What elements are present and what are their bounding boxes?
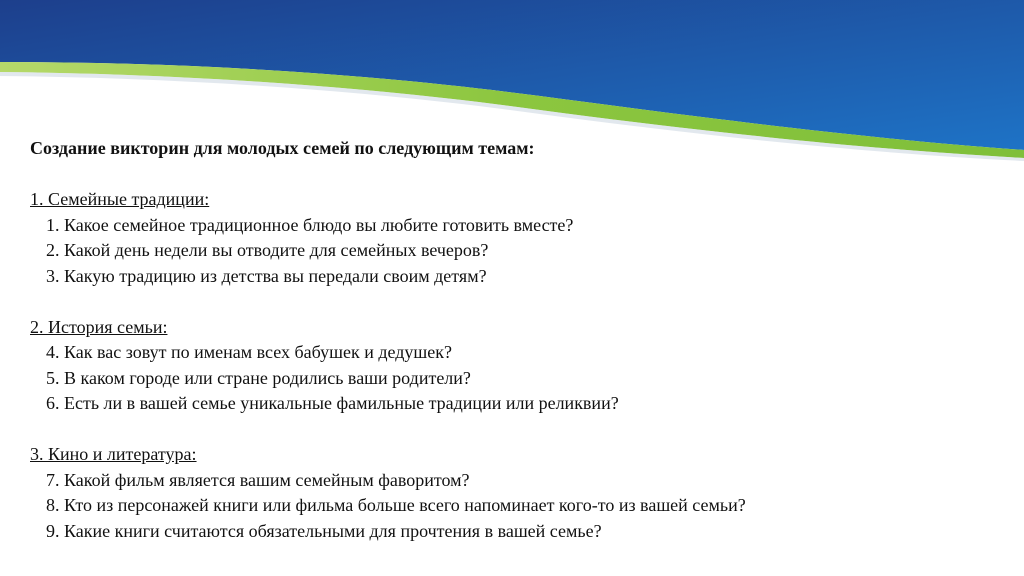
list-item: 9. Какие книги считаются обязательными для прочтения в вашей семье? bbox=[46, 520, 602, 541]
section-title-traditions: 1. Семейные традиции: bbox=[30, 189, 210, 209]
list-item: 5. В каком городе или стране родились ваши родители? bbox=[46, 367, 471, 388]
slide-content bbox=[30, 136, 1010, 544]
section-title-movies-literature: 3. Кино и литература: bbox=[30, 444, 197, 464]
list-item: 6. Есть ли в вашей семье уникальные фамильные традиции или реликвии? bbox=[46, 393, 619, 413]
list-item: 7. Какой фильм является вашим семейным фаворитом? bbox=[46, 469, 470, 490]
list-item: 1. Какое семейное традиционное блюдо вы любите готовить вместе? bbox=[46, 214, 574, 235]
list-item: 8. Кто из персонажей книги или фильма больше всего напоминает кого-то из вашей семьи? bbox=[46, 495, 746, 515]
list-item: 2. Какой день недели вы отводите для семейных вечеров? bbox=[46, 240, 489, 260]
section-title-family-history: 2. История семьи: bbox=[30, 316, 168, 337]
list-item: 3. Какую традицию из детства вы передали своим детям? bbox=[46, 265, 487, 286]
slide-heading: Создание викторин для молодых семей по следующим темам: bbox=[30, 138, 535, 158]
list-item: 4. Как вас зовут по именам всех бабушек и дедушек? bbox=[46, 342, 453, 362]
